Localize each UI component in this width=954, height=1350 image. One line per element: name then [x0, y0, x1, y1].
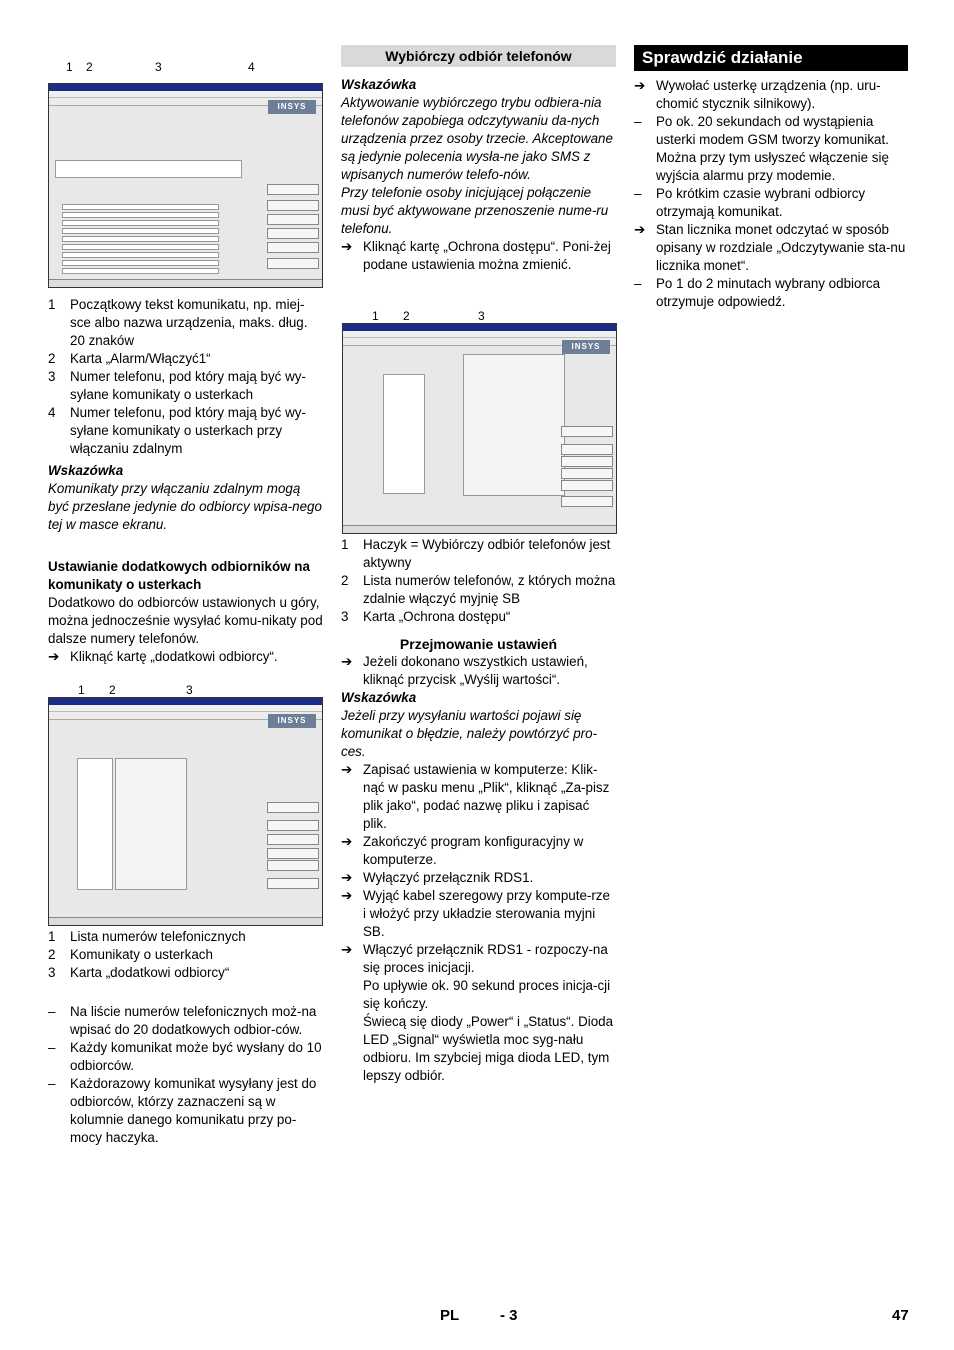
- callout-2: 2: [86, 60, 93, 74]
- dash-list: [48, 1003, 323, 1147]
- callout-1: 1: [66, 60, 73, 74]
- dash-item: – Na liście numerów telefonicznych moż-na wpisać do 20 dodatkowych odbior-ców.: [48, 1004, 317, 1037]
- legend-item: 2 Karta „Alarm/Włączyć1“: [48, 351, 211, 366]
- callout-3: 3: [155, 60, 162, 74]
- insys-logo: INSYS: [268, 100, 316, 114]
- callout-3: 3: [186, 683, 193, 697]
- screenshot-access-protection: [342, 323, 617, 534]
- legend-item: 3 Karta „Ochrona dostępu“: [341, 609, 511, 624]
- insys-logo: INSYS: [268, 714, 316, 728]
- dash-item: – Po 1 do 2 minutach wybrany odbiorca otrzymuje odpowiedź.: [634, 276, 881, 309]
- dash-item: – Każdy komunikat może być wysłany do 10 odbiorców.: [48, 1040, 322, 1073]
- section-heading: Wybiórczy odbiór telefonów: [341, 45, 616, 67]
- note-text: Aktywowanie wybiórczego trybu odbiera-nia telefonów zapobiega odczytywaniu da-nych urządzenia przez osoby trzecie. Akceptowane są jedynie polecenia wysła-ne jako SMS z wpisanych numerów telefo-nów.: [341, 95, 613, 182]
- legend-2: [48, 928, 323, 982]
- callout-2: 2: [403, 309, 410, 323]
- legend-1: [48, 296, 323, 458]
- callout-1: 1: [372, 309, 379, 323]
- legend-item: 2 Komunikaty o usterkach: [48, 947, 213, 962]
- page-number: 47: [892, 1307, 909, 1324]
- result-text: Po upływie ok. 90 sekund proces inicja-cji się kończy.: [363, 978, 611, 1011]
- legend-item: 2 Lista numerów telefonów, z których można zdalnie włączyć myjnię SB: [341, 573, 616, 606]
- insys-logo: INSYS: [562, 340, 610, 354]
- window-titlebar: [49, 84, 322, 91]
- callout-4: 4: [248, 60, 255, 74]
- dash-item: – Po ok. 20 sekundach od wystąpienia usterki modem GSM tworzy komunikat. Można przy tym usłyszeć włączenie się wyjścia alarmu przy modemie.: [634, 114, 889, 183]
- note-text: Przy telefonie osoby inicjującej połączenie musi być aktywowane przenoszenie nume-ru telefonu.: [341, 185, 609, 236]
- dash-item: – Każdorazowy komunikat wysyłany jest do odbiorców, którzy zaznaczeni są w kolumnie danego komunikatu przy po-mocy haczyka.: [48, 1076, 317, 1145]
- note-label: Wskazówka: [341, 690, 417, 705]
- footer-section: - 3: [500, 1307, 518, 1324]
- legend-item: 3 Karta „dodatkowi odbiorcy“: [48, 965, 230, 980]
- section-text: Dodatkowo do odbiorców ustawionych u góry, można jednocześnie wysyłać komu-nikaty pod dalsze numery telefonów.: [48, 595, 323, 646]
- action-item: ➔ Zakończyć program konfiguracyjny w komputerze.: [341, 834, 584, 867]
- legend-item: 3 Numer telefonu, pod który mają być wy-syłane komunikaty o usterkach: [48, 369, 306, 402]
- footer-language: PL: [440, 1307, 460, 1324]
- screenshot-alarm-tab: [48, 83, 323, 288]
- action-item: ➔ Kliknąć kartę „dodatkowi odbiorcy“.: [48, 649, 278, 664]
- action-item: ➔ Zapisać ustawienia w komputerze: Klik-nąć w pasku menu „Plik“, kliknąć „Za-pisz plik jako“, podać nazwę pliku i zapisać plik.: [341, 762, 610, 831]
- legend-item: 1 Początkowy tekst komunikatu, np. miej-sce albo nazwa urządzenia, maks. dług. 20 znaków: [48, 297, 308, 348]
- check-list: [634, 77, 908, 311]
- dash-item: – Po krótkim czasie wybrani odbiorcy otrzymają komunikat.: [634, 186, 866, 219]
- callout-3: 3: [478, 309, 485, 323]
- legend-3: [341, 536, 616, 626]
- sub-heading: Przejmowanie ustawień: [399, 636, 558, 652]
- action-item: ➔ Włączyć przełącznik RDS1 - rozpoczy-na się proces inicjacji.: [341, 942, 608, 975]
- action-item: ➔ Wyjąć kabel szeregowy przy kompute-rze i włożyć przy układzie sterowania myjni SB.: [341, 888, 610, 939]
- screenshot-extra-recipients: [48, 697, 323, 926]
- action-item: ➔ Wywołać usterkę urządzenia (np. uru-chomić stycznik silnikowy).: [634, 78, 881, 111]
- section-heading: Ustawianie dodatkowych odbiorników na komunikaty o usterkach: [48, 559, 310, 592]
- note-text: Komunikaty przy włączaniu zdalnym mogą być przesłane jedynie do odbiorcy wpisa-nego tej w masce ekranu.: [48, 481, 322, 532]
- note-label: Wskazówka: [48, 463, 124, 478]
- callout-2: 2: [109, 683, 116, 697]
- menu-bar: [49, 91, 322, 98]
- note-text: Jeżeli przy wysyłaniu wartości pojawi się komunikat o błędzie, należy powtórzyć pro-ces.: [341, 708, 598, 759]
- section-heading: Sprawdzić działanie: [634, 45, 908, 71]
- action-item: ➔ Jeżeli dokonano wszystkich ustawień, kliknąć przycisk „Wyślij wartości“.: [341, 654, 588, 687]
- action-item: ➔ Kliknąć kartę „Ochrona dostępu“. Poni-żej podane ustawienia można zmienić.: [341, 239, 611, 272]
- result-text: Świecą się diody „Power“ i „Status“. Dioda LED „Signal“ wyświetla moc syg-nału odbioru. Im szybciej miga dioda LED, tym lepszy odbiór.: [363, 1014, 614, 1083]
- action-item: ➔ Wyłączyć przełącznik RDS1.: [341, 870, 534, 885]
- legend-item: 4 Numer telefonu, pod który mają być wy-syłane komunikaty o usterkach przy włączaniu zdalnym: [48, 405, 306, 456]
- note-label: Wskazówka: [341, 77, 417, 92]
- action-item: ➔ Stan licznika monet odczytać w sposób opisany w rozdziale „Odczytywanie sta-nu licznika monet“.: [634, 222, 906, 273]
- callout-1: 1: [78, 683, 85, 697]
- legend-item: 1 Haczyk = Wybiórczy odbiór telefonów jest aktywny: [341, 537, 611, 570]
- legend-item: 1 Lista numerów telefonicznych: [48, 929, 246, 944]
